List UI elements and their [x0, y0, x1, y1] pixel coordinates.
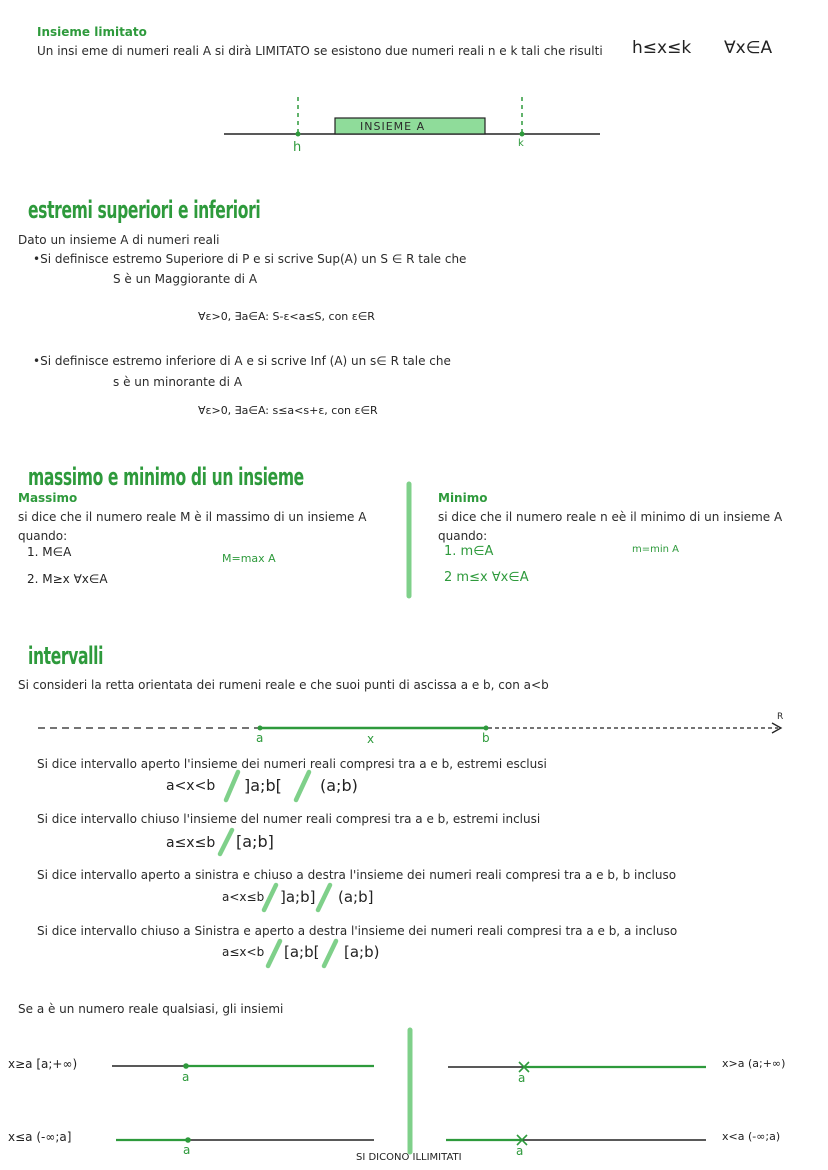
max-notation: M=max A	[222, 552, 276, 565]
open-notation-2: ]a;b[	[244, 776, 282, 795]
limited-formula-left: h≤x≤k	[632, 38, 692, 58]
intervals-intro: Si consideri la retta orientata dei rumeni reale e che suoi punti di ascissa a e b, con a<b	[18, 678, 549, 692]
sup-line-1: •Si definisce estremo Superiore di P e si scrive Sup(A) un S ∈ R tale che	[33, 252, 467, 266]
ray1-point	[183, 1063, 189, 1069]
point-a	[258, 726, 263, 731]
max-condition-1: 1. M∈A	[27, 545, 72, 559]
extremes-intro: Dato un insieme A di numeri reali	[18, 233, 220, 247]
unbounded-caption: SI DICONO ILLIMITATI	[356, 1152, 462, 1163]
open-notation-1: a<x<b	[166, 778, 216, 794]
slash-open-2	[296, 772, 309, 800]
unbounded-intro: Se a è un numero reale qualsiasi, gli insiemi	[18, 1002, 284, 1016]
inf-formula: ∀ε>0, ∃a∈A: s≤a<s+ε, con ε∈R	[198, 404, 378, 417]
axis-label-x: x	[367, 732, 375, 746]
intervals-title: intervalli	[28, 642, 104, 670]
right-open-interval-text: Si dice intervallo chiuso a Sinistra e aperto a destra l'insieme dei numeri reali compresi tra a e b, a incluso	[37, 924, 678, 938]
min-line-1: si dice che il numero reale n eè il minimo di un insieme A	[438, 510, 783, 524]
point-b	[484, 726, 489, 731]
slash-open-1	[226, 772, 238, 800]
maxmin-title: massimo e minimo di un insieme	[28, 463, 304, 491]
h-point	[296, 132, 301, 137]
slash-closed-1	[220, 830, 232, 854]
right-open-notation-2: [a;b[	[284, 943, 320, 961]
closed-notation-1: a≤x≤b	[166, 835, 216, 851]
closed-notation-2: [a;b]	[236, 832, 274, 851]
closed-interval-text: Si dice intervallo chiuso l'insieme del numer reali compresi tra a e b, estremi inclusi	[37, 812, 541, 826]
ray4-label-a: a	[516, 1144, 524, 1158]
limited-title: Insieme limitato	[37, 25, 147, 39]
max-line-1: si dice che il numero reale M è il massimo di un insieme A	[18, 510, 367, 524]
extremes-title: estremi superiori e inferiori	[28, 196, 261, 224]
ray3-point	[185, 1137, 191, 1143]
right-open-notation-1: a≤x<b	[222, 945, 265, 959]
ray3-label-a: a	[183, 1143, 191, 1157]
open-notation-3: (a;b)	[320, 776, 358, 795]
slash-ro-2	[324, 941, 336, 966]
right-open-notation-3: [a;b)	[344, 943, 380, 961]
max-condition-2: 2. M≥x ∀x∈A	[27, 572, 108, 586]
axis-label-r: R	[777, 712, 784, 722]
label-k: k	[518, 138, 524, 149]
left-open-notation-2: ]a;b]	[280, 888, 316, 906]
min-title: Minimo	[438, 491, 488, 505]
min-line-2: quando:	[438, 529, 488, 543]
left-open-interval-text: Si dice intervallo aperto a sinistra e chiuso a destra l'insieme dei numeri reali compresi tra a e b, b incluso	[37, 868, 677, 882]
ray2-label-a: a	[518, 1071, 526, 1085]
max-title: Massimo	[18, 491, 78, 505]
min-condition-1: 1. m∈A	[444, 544, 494, 559]
min-notation: m=min A	[632, 544, 679, 555]
sup-line-2: S è un Maggiorante di A	[113, 272, 258, 286]
label-h: h	[293, 140, 302, 155]
unbounded-row1-right: x>a (a;+∞)	[722, 1057, 786, 1070]
limited-text: Un insi eme di numeri reali A si dirà LIMITATO se esistono due numeri reali n e k tali che risulti	[37, 44, 603, 58]
left-open-notation-3: (a;b]	[338, 888, 374, 906]
max-line-2: quando:	[18, 529, 68, 543]
axis-label-b: b	[482, 731, 490, 745]
ray1-label-a: a	[182, 1070, 190, 1084]
inf-line-2: s è un minorante di A	[113, 375, 243, 389]
unbounded-row1-left: x≥a [a;+∞)	[8, 1057, 78, 1071]
limited-formula-right: ∀x∈A	[724, 38, 773, 58]
set-a-label: INSIEME A	[360, 120, 426, 133]
slash-ro-1	[268, 941, 280, 966]
unbounded-row2-left: x≤a (-∞;a]	[8, 1130, 72, 1144]
min-condition-2: 2 m≤x ∀x∈A	[444, 570, 529, 585]
open-interval-text: Si dice intervallo aperto l'insieme dei numeri reali compresi tra a e b, estremi esclusi	[37, 757, 547, 771]
sup-formula: ∀ε>0, ∃a∈A: S-ε<a≤S, con ε∈R	[198, 310, 375, 323]
axis-label-a: a	[256, 731, 264, 745]
unbounded-row2-right: x<a (-∞;a)	[722, 1130, 781, 1143]
k-point	[520, 132, 525, 137]
left-open-notation-1: a<x≤b	[222, 890, 265, 904]
slash-lo-2	[318, 885, 330, 910]
slash-lo-1	[264, 885, 276, 910]
inf-line-1: •Si definisce estremo inferiore di A e si scrive Inf (A) un s∈ R tale che	[33, 354, 451, 368]
